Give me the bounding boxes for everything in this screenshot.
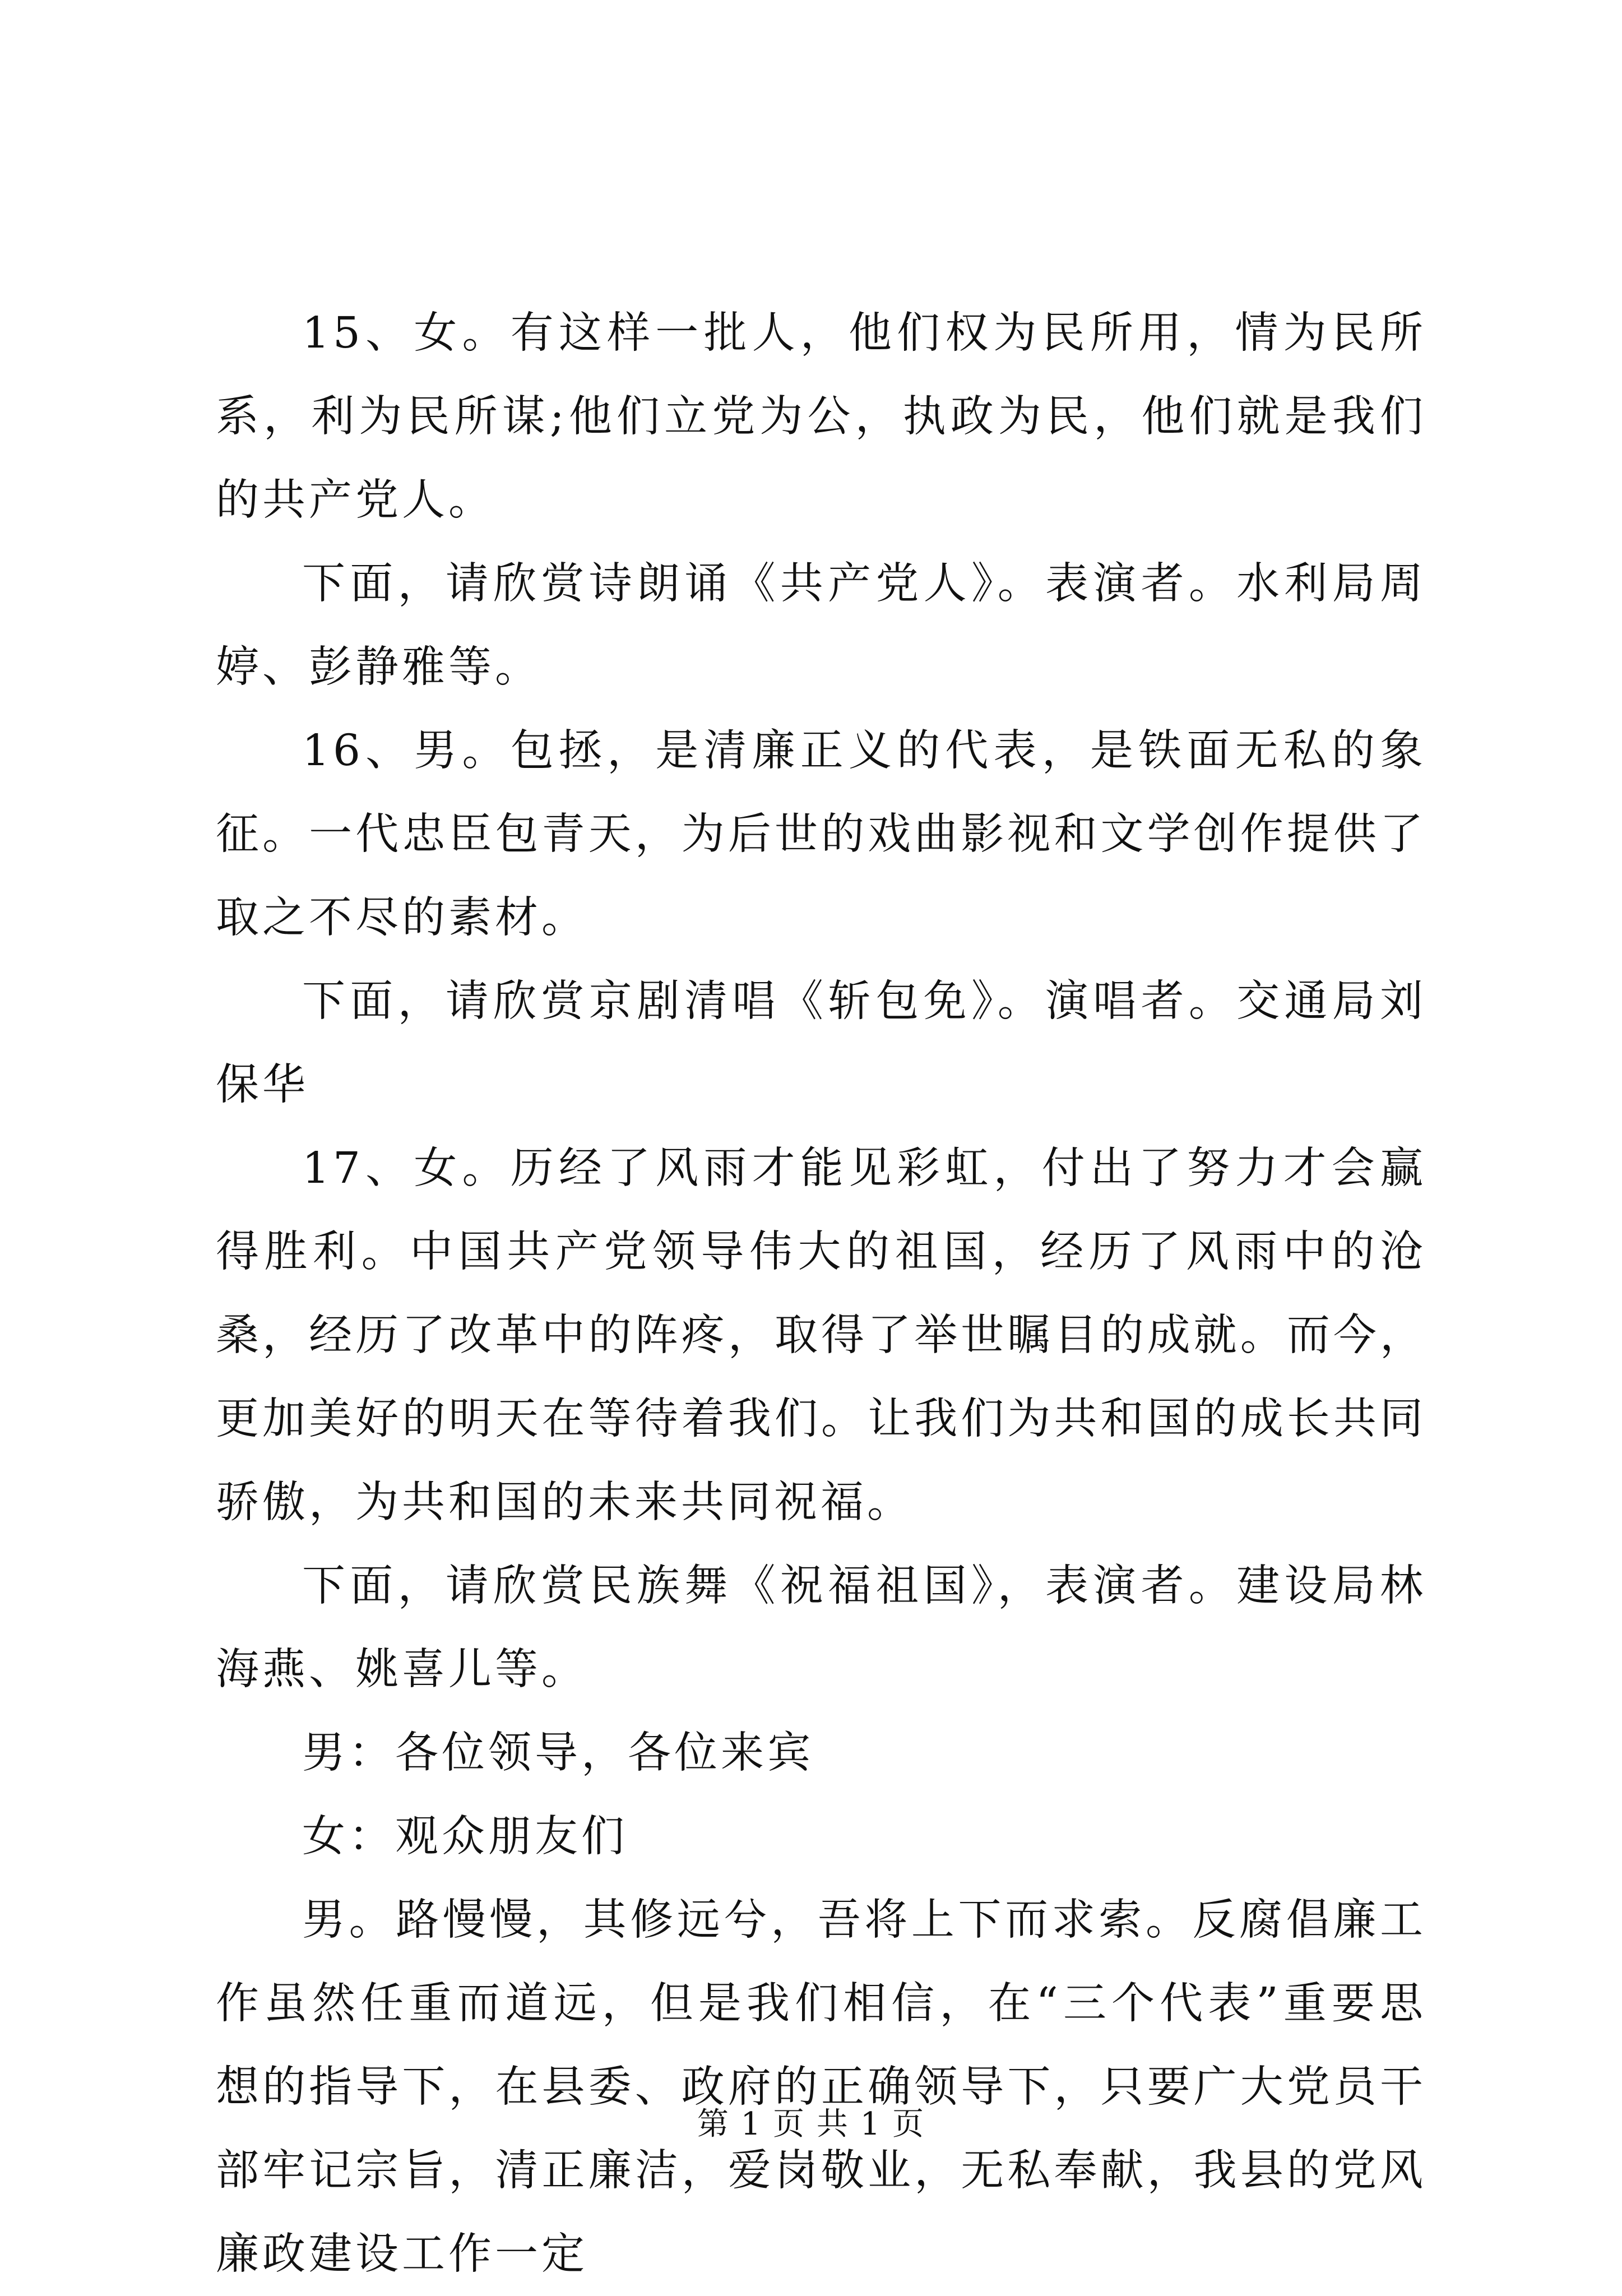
paragraph-female-greeting: 女：观众朋友们 (302, 1812, 628, 1862)
document-body (216, 291, 1426, 2296)
paragraph-closing: 男。路慢慢，其修远兮，吾将上下而求索。反腐倡廉工作虽然任重而道远，但是我们相信，在“三个代表”重要思想的指导下，在县委、政府的正确领导下，只要广大党员干部牢记宗旨，清正廉洁，爱岗敬业，无私奉献，我县的党风廉政建设工作一定 (216, 1895, 1426, 2279)
paragraph-15-program: 下面，请欣赏诗朗诵《共产党人》。表演者。水利局周婷、彭静雅等。 (216, 559, 1426, 692)
page-footer: 第 1 页 共 1 页 (697, 2106, 925, 2142)
paragraph-16-intro: 16、男。包拯，是清廉正义的代表，是铁面无私的象征。一代忠臣包青天，为后世的戏曲影视和文学创作提供了取之不尽的素材。 (216, 726, 1426, 943)
paragraph-17-program: 下面，请欣赏民族舞《祝福祖国》，表演者。建设局林海燕、姚喜儿等。 (216, 1561, 1426, 1695)
paragraph-15-intro: 15、女。有这样一批人，他们权为民所用，情为民所系，利为民所谋;他们立党为公，执政为民，他们就是我们的共产党人。 (216, 308, 1426, 525)
paragraph-male-greeting: 男：各位领导，各位来宾 (302, 1728, 814, 1778)
paragraph-17-intro: 17、女。历经了风雨才能见彩虹，付出了努力才会赢得胜利。中国共产党领导伟大的祖国，经历了风雨中的沧桑，经历了改革中的阵疼，取得了举世瞩目的成就。而今，更加美好的明天在等待着我们。让我们为共和国的成长共同骄傲，为共和国的未来共同祝福。 (216, 1144, 1426, 1527)
paragraph-16-program: 下面，请欣赏京剧清唱《斩包免》。演唱者。交通局刘保华 (216, 976, 1426, 1110)
